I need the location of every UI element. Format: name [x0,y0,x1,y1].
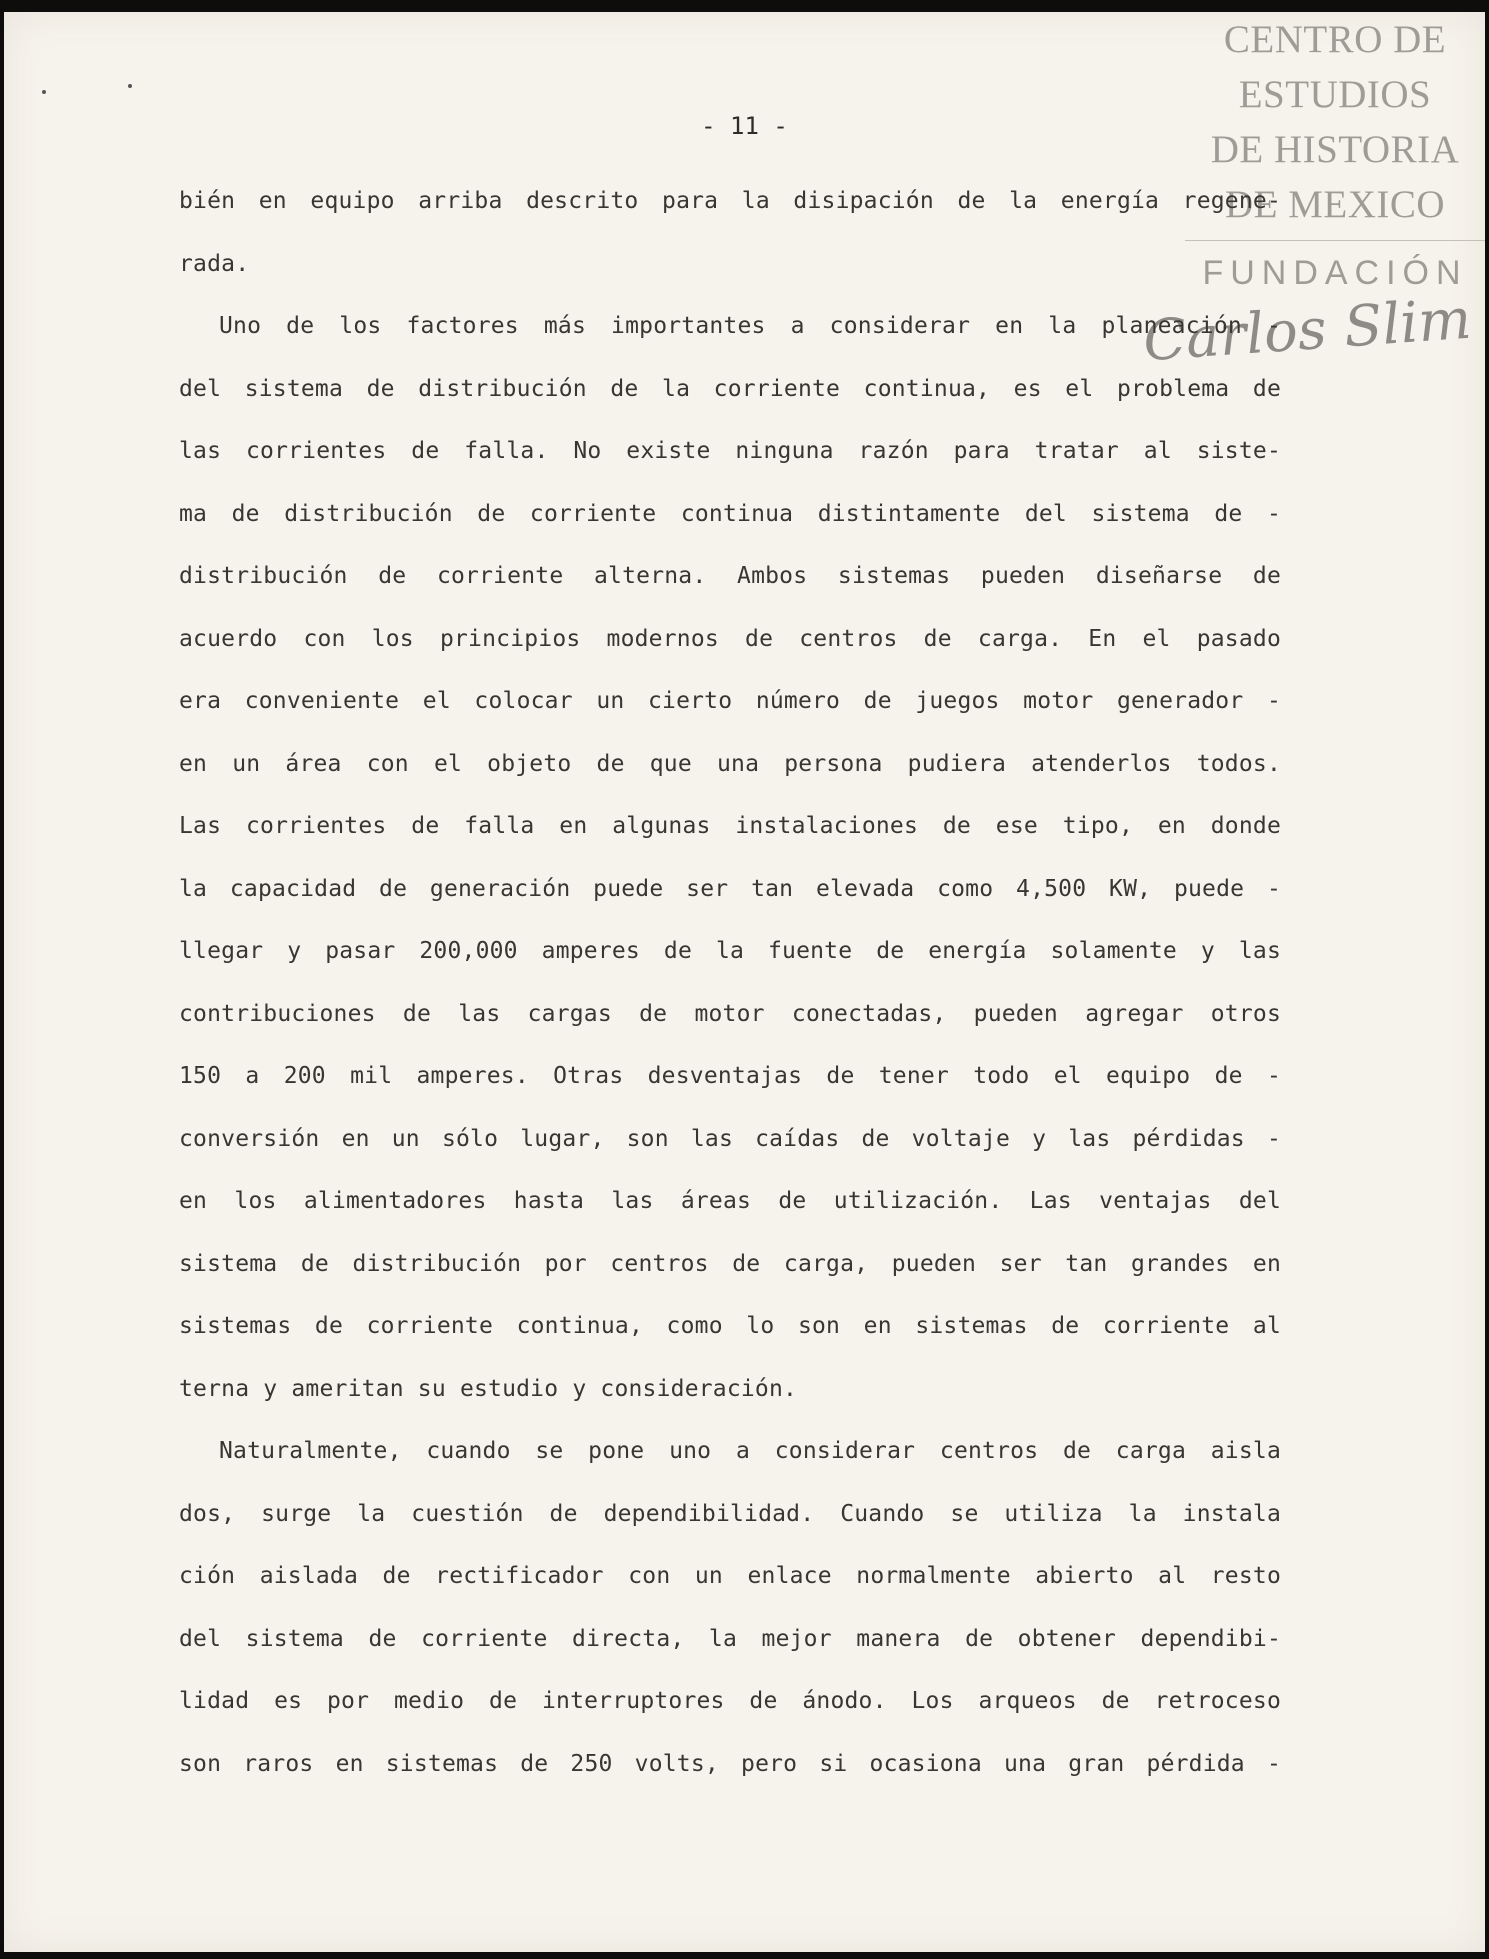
text-line: llegar y pasar 200,000 amperes de la fuente de energía solamente y las [179,938,1281,964]
text-line: conversión en un sólo lugar, son las caídas de voltaje y las pérdidas - [179,1125,1281,1152]
text-line: la capacidad de generación puede ser tan elevada como 4,500 KW, puede - [179,875,1281,902]
text-line: rada. [179,250,250,277]
text-line: lidad es por medio de interruptores de ánodo. Los arqueos de retroceso [179,1688,1281,1714]
text-line: distribución de corriente alterna. Ambos sistemas pueden diseñarse de [179,563,1281,589]
text-line: sistemas de corriente continua, como lo son en sistemas de corriente al [179,1313,1281,1339]
typed-text-body [179,170,1281,1795]
text-line: acuerdo con los principios modernos de centros de carga. En el pasado [179,625,1281,652]
text-line: sistema de distribución por centros de carga, pueden ser tan grandes en [179,1250,1281,1277]
text-line: son raros en sistemas de 250 volts, pero si ocasiona una gran pérdida - [179,1750,1281,1777]
watermark-line: DE HISTORIA [1210,128,1460,171]
document-page [4,12,1485,1952]
text-line: bién en equipo arriba descrito para la disipación de la energía regene- [179,188,1281,214]
text-line: era conveniente el colocar un cierto número de juegos motor generador - [179,688,1281,714]
paper-speck [128,84,132,88]
text-line: ma de distribución de corriente continua distintamente del sistema de - [179,500,1281,527]
text-line: contribuciones de las cargas de motor conectadas, pueden agregar otros [179,1000,1281,1027]
text-line: en los alimentadores hasta las áreas de utilización. Las ventajas del [179,1188,1281,1214]
watermark-signature: Carlos Slim [1140,286,1473,375]
text-line: las corrientes de falla. No existe ninguna razón para tratar al siste- [179,438,1281,464]
watermark-line: CENTRO DE [1223,18,1447,61]
watermark-foundation: FUNDACIÓN [1202,254,1468,292]
watermark-line: DE MEXICO [1224,183,1446,226]
text-line: ción aislada de rectificador con un enlace normalmente abierto al resto [179,1563,1281,1589]
text-line: del sistema de corriente directa, la mejor manera de obtener dependibi- [179,1625,1281,1652]
text-line: Naturalmente, cuando se pone uno a considerar centros de carga aisla [219,1438,1281,1464]
text-line: 150 a 200 mil amperes. Otras desventajas de tener todo el equipo de - [179,1063,1281,1089]
text-line: en un área con el objeto de que una persona pudiera atenderlos todos. [179,750,1281,777]
text-line: Las corrientes de falla en algunas instalaciones de ese tipo, en donde [179,813,1281,839]
watermark-line: ESTUDIOS [1238,73,1432,116]
paper-speck [42,90,46,94]
text-line: terna y ameritan su estudio y consideración. [179,1375,798,1402]
page-number: - 11 - [701,112,788,140]
text-line: Uno de los factores más importantes a considerar en la planeación - [219,313,1281,339]
text-line: del sistema de distribución de la corriente continua, es el problema de [179,375,1281,402]
text-line: dos, surge la cuestión de dependibilidad. Cuando se utiliza la instala [179,1500,1281,1527]
